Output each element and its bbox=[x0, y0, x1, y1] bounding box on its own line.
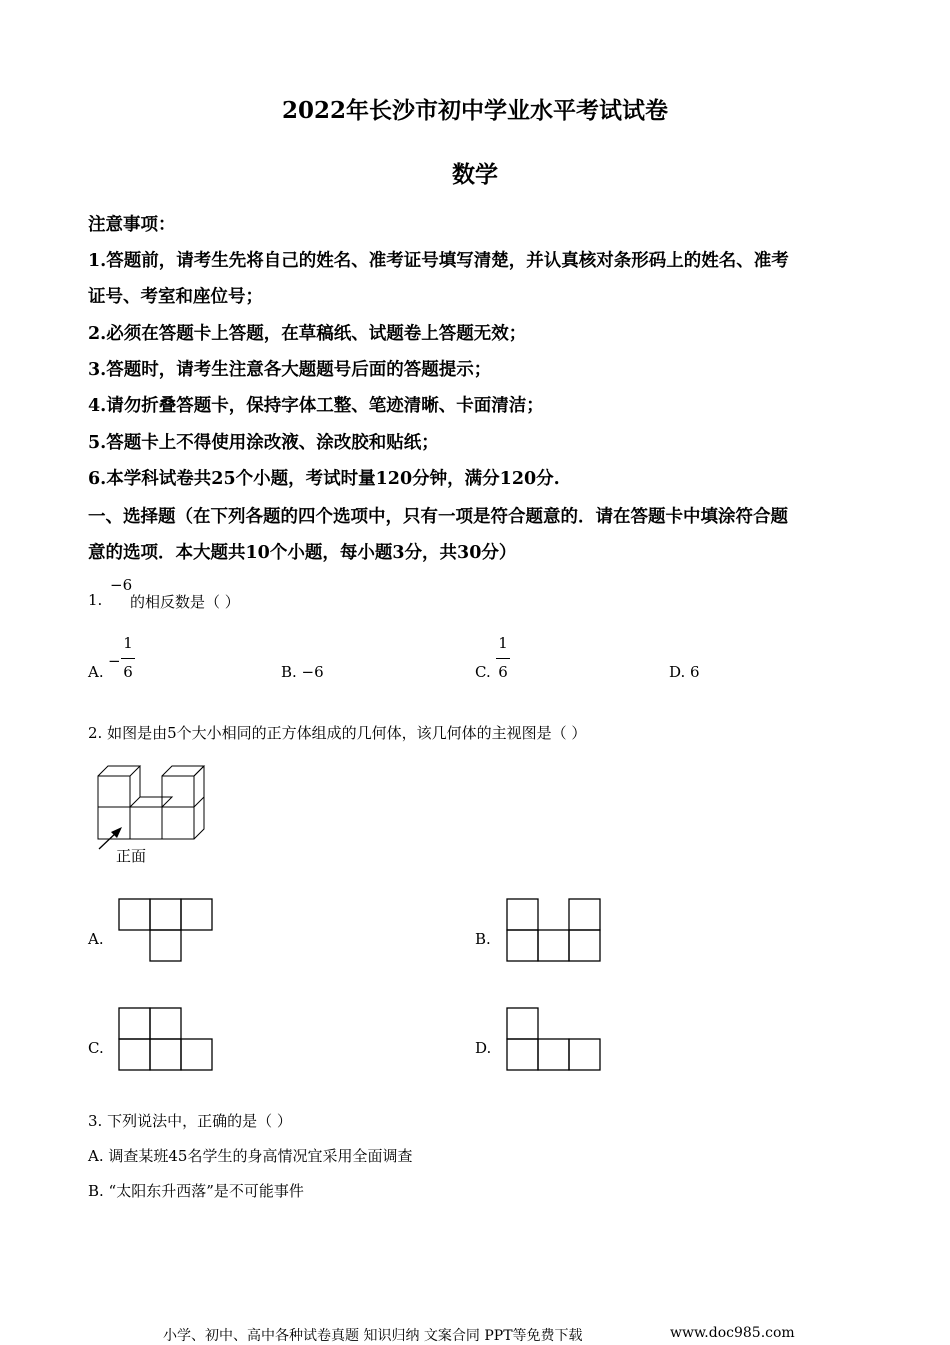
section-heading-line-1: 一、选择题（在下列各题的四个选项中，只有一项是符合题意的．请在答题卡中填涂符合题 bbox=[88, 507, 788, 527]
notice-item-1-line-1: 1.答题前，请考生先将自己的姓名、准考证号填写清楚，并认真核对条形码上的姓名、准考 bbox=[88, 251, 789, 271]
q1-value: −6 bbox=[110, 576, 133, 594]
q1-option-c-denominator: 6 bbox=[498, 663, 508, 681]
subject-title: 数学 bbox=[452, 161, 498, 188]
notice-item-2: 2.必须在答题卡上答题，在草稿纸、试题卷上答题无效； bbox=[88, 324, 527, 344]
q1-option-c-fraction-bar bbox=[496, 658, 510, 659]
q2-option-b-label: B. bbox=[475, 930, 491, 948]
q3-stem: 3. 下列说法中，正确的是（ ） bbox=[88, 1112, 292, 1130]
q1-option-a-numerator: 1 bbox=[123, 634, 133, 652]
q1-option-c-numerator: 1 bbox=[498, 634, 508, 652]
q3-option-a: A. 调查某班45名学生的身高情况宜采用全面调查 bbox=[88, 1147, 413, 1165]
q1-stem: 的相反数是（ ） bbox=[130, 593, 240, 611]
q2-option-d-label: D. bbox=[475, 1039, 492, 1057]
footer-text: 小学、初中、高中各种试卷真题 知识归纳 文案合同 PPT等免费下载 bbox=[163, 1328, 583, 1344]
q1-number: 1. bbox=[88, 591, 103, 609]
q1-option-c-label: C. bbox=[475, 663, 491, 681]
notice-heading: 注意事项： bbox=[88, 215, 176, 235]
q3-option-b: B. “太阳东升西落”是不可能事件 bbox=[88, 1182, 304, 1200]
footer-link[interactable]: www.doc985.com bbox=[670, 1325, 795, 1341]
q1-option-b: B. −6 bbox=[281, 663, 324, 681]
q2-front-label: 正面 bbox=[116, 847, 147, 865]
q2-option-c-label: C. bbox=[88, 1039, 104, 1057]
q1-option-a-fraction-bar bbox=[121, 658, 135, 659]
q2-stem: 2. 如图是由5个大小相同的正方体组成的几何体，该几何体的主视图是（ ） bbox=[88, 724, 587, 742]
section-heading-line-2: 意的选项．本大题共10个小题，每小题3分，共30分） bbox=[88, 543, 517, 563]
notice-item-3: 3.答题时，请考生注意各大题题号后面的答题提示； bbox=[88, 360, 492, 380]
page-title: 2022年长沙市初中学业水平考试试卷 bbox=[281, 97, 668, 124]
q1-option-d: D. 6 bbox=[669, 663, 700, 681]
q2-option-c-figure[interactable] bbox=[118, 1007, 214, 1071]
notice-item-1-line-2: 证号、考室和座位号； bbox=[88, 287, 263, 307]
q2-option-a-label: A. bbox=[88, 930, 104, 948]
q2-option-b-figure[interactable] bbox=[506, 898, 602, 962]
notice-item-4: 4.请勿折叠答题卡，保持字体工整、笔迹清晰、卡面清洁； bbox=[88, 396, 544, 416]
q1-option-a-sign: − bbox=[108, 652, 121, 670]
notice-item-5: 5.答题卡上不得使用涂改液、涂改胶和贴纸； bbox=[88, 433, 439, 453]
q2-option-d-figure[interactable] bbox=[506, 1007, 602, 1071]
notice-item-6: 6.本学科试卷共25个小题，考试时量120分钟，满分120分. bbox=[88, 469, 560, 489]
q1-option-a-label: A. bbox=[88, 663, 104, 681]
q1-option-a-denominator: 6 bbox=[123, 663, 133, 681]
q2-option-a-figure[interactable] bbox=[118, 898, 214, 962]
